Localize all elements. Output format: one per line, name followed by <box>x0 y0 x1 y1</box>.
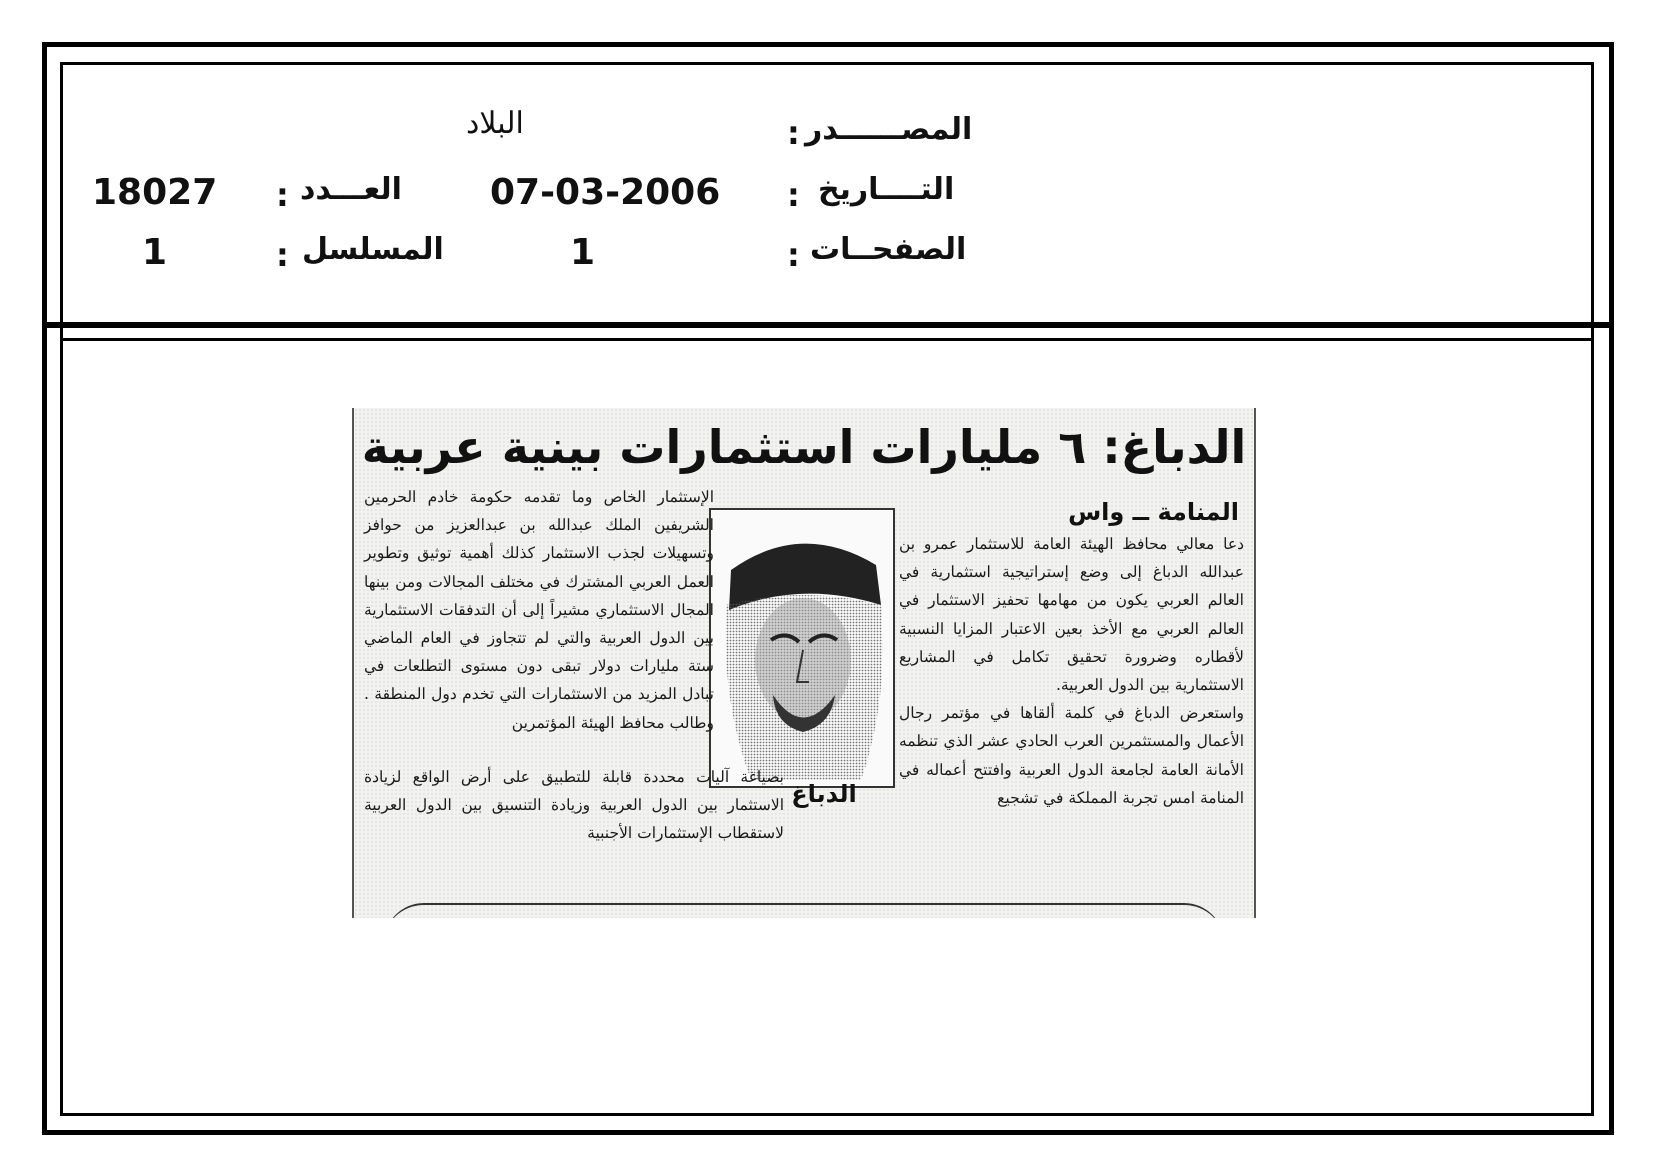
clipping-bottom-border <box>384 903 1224 918</box>
newspaper-clipping <box>352 408 1256 918</box>
article-left-column <box>364 483 714 737</box>
issue-colon: : <box>276 176 289 214</box>
article-paragraph: دعا معالي محافظ الهيئة العامة للاستثمار عمرو بن عبدالله الدباغ إلى وضع إستراتيجية استثمارية في العالم العربي يكون من مهامها تحفيز الاستثمار في العالم العربي مع الأخذ بعين الاعتبار المزايا النسبية لأقطاره وضرورة تحقيق تكامل في المشاريع الاستثمارية بين الدول العربية. <box>899 535 1244 695</box>
article-paragraph: واستعرض الدباغ في كلمة ألقاها في مؤتمر رجال الأعمال والمستثمرين العرب الحادي عشر الذي تنظمه الأمانة العامة لجامعة الدول العربية وافتتح أعماله في المنامة امس تجربة المملكة في تشجيع <box>899 704 1244 807</box>
serial-value: 1 <box>142 232 168 273</box>
date-value: 07-03-2006 <box>490 172 721 213</box>
header-divider <box>42 322 1614 328</box>
source-colon: : <box>787 114 800 152</box>
source-label: المصــــــدر <box>805 112 973 147</box>
pages-value: 1 <box>570 232 596 273</box>
article-headline: الدباغ: ٦ مليارات استثمارات بينية عربية <box>361 420 1247 474</box>
article-paragraph: بصياغة آليات محددة قابلة للتطبيق على أرض الواقع لزيادة الاستثمار بين الدول العربية وزيادة التنسيق بين الدول العربية لاستقطاب الإستثمارات الأجنبية <box>364 768 784 843</box>
article-right-column <box>899 530 1244 812</box>
article-paragraph: الإستثمار الخاص وما تقدمه حكومة خادم الحرمين الشريفين الملك عبدالله بن عبدالعزيز من حوافز وتسهيلات لجذب الاستثمار كذلك أهمية توثيق وتطوير العمل العربي المشترك في مختلف المجالات ومن بينها المجال الاستثماري مشيراً إلى أن التدفقات الاستثمارية بين الدول العربية والتي لم تتجاوز في العام الماضي ستة مليارات دولار تبقى دون مستوى التطلعات في تبادل المزيد من الاستثمارات التي تخدم دول المنطقة . وطالب محافظ الهيئة المؤتمرين <box>364 488 714 732</box>
source-value: البلاد <box>466 106 524 141</box>
header-divider-inner <box>60 338 1594 341</box>
issue-label: العـــدد <box>300 172 402 207</box>
photo-caption: الدباغ <box>791 780 857 808</box>
date-label: التــــاريخ <box>818 172 955 207</box>
serial-label: المسلسل <box>302 232 444 267</box>
portrait-photo <box>709 508 895 788</box>
pages-colon: : <box>787 236 800 274</box>
serial-colon: : <box>276 236 289 274</box>
issue-value: 18027 <box>92 172 218 213</box>
article-bottom-column <box>364 763 784 848</box>
date-colon: : <box>787 176 800 214</box>
pages-label: الصفحــات <box>810 232 967 267</box>
portrait-illustration <box>711 510 893 786</box>
article-byline: المنامة ــ واس <box>1068 498 1239 526</box>
